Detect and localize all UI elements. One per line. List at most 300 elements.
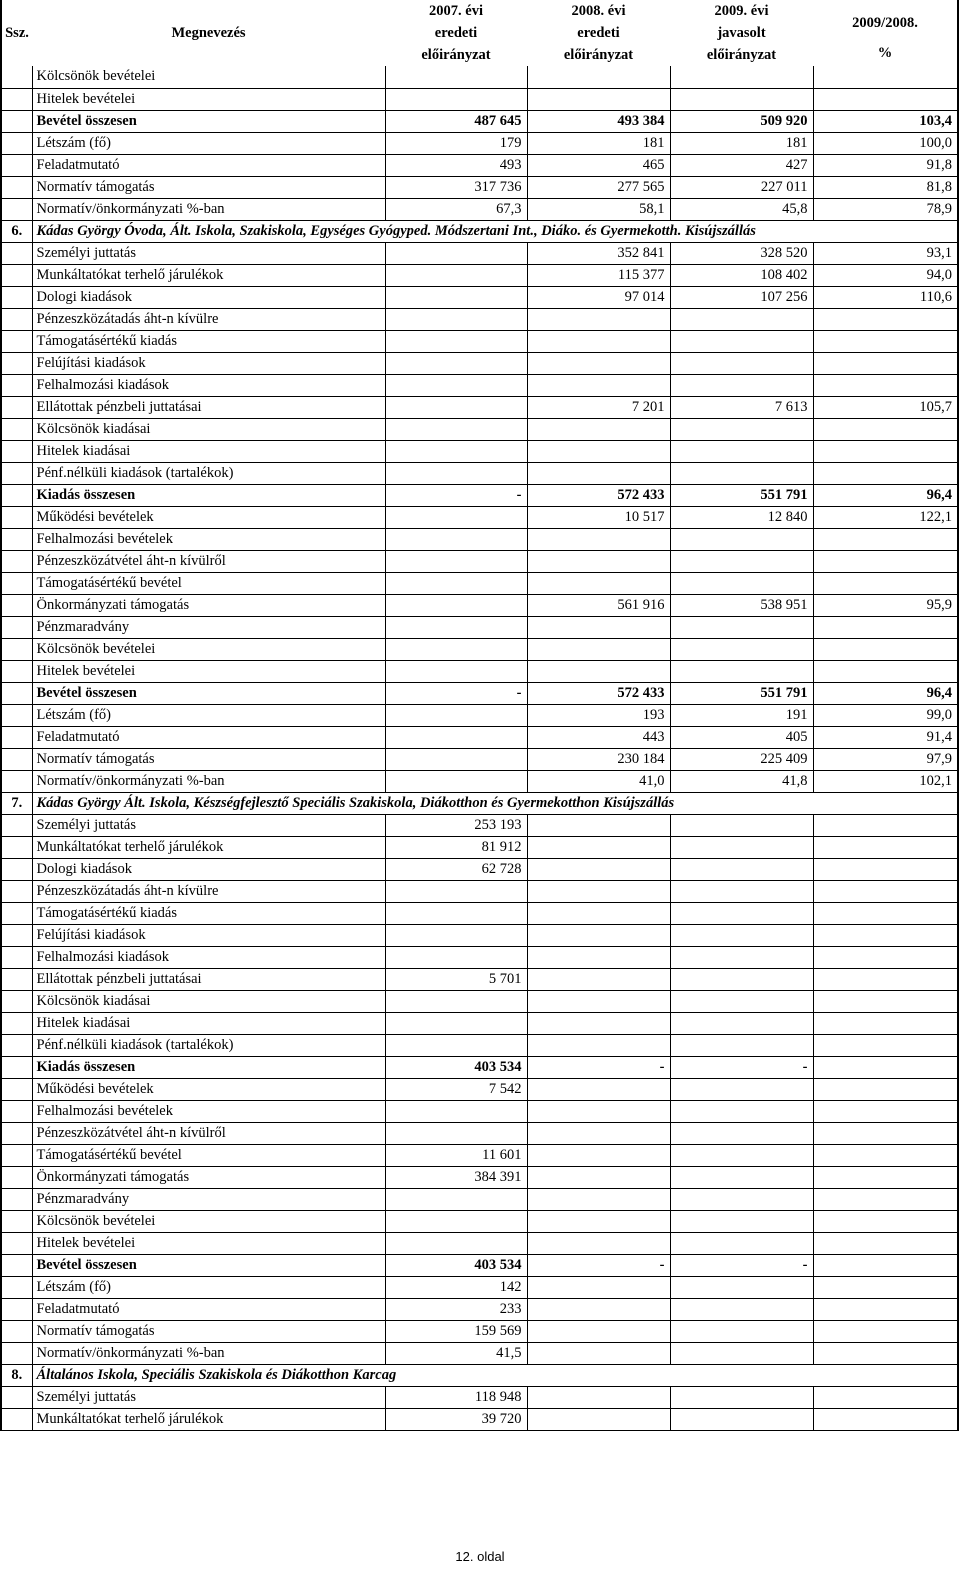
row-label: Pénzeszközátadás áht-n kívülre — [32, 308, 385, 330]
value-2008 — [527, 1034, 670, 1056]
table-body — [1, 66, 958, 1430]
value-2009 — [670, 858, 813, 880]
value-2007: 403 534 — [385, 1254, 527, 1276]
value-2009: 41,8 — [670, 770, 813, 792]
row-number — [1, 1144, 32, 1166]
row-label: Bevétel összesen — [32, 1254, 385, 1276]
value-2009 — [670, 1210, 813, 1232]
row-number — [1, 770, 32, 792]
value-2008 — [527, 814, 670, 836]
value-2008 — [527, 462, 670, 484]
value-pct — [813, 616, 958, 638]
value-pct — [813, 968, 958, 990]
value-2008 — [527, 638, 670, 660]
table-row — [1, 550, 958, 572]
row-number — [1, 242, 32, 264]
value-2007 — [385, 616, 527, 638]
value-2009 — [670, 88, 813, 110]
value-2009 — [670, 1276, 813, 1298]
value-2008 — [527, 1122, 670, 1144]
value-2008 — [527, 968, 670, 990]
value-2008 — [527, 616, 670, 638]
row-label: Feladatmutató — [32, 1298, 385, 1320]
table-row — [1, 132, 958, 154]
table-row — [1, 880, 958, 902]
value-2008: 572 433 — [527, 682, 670, 704]
value-pct — [813, 1342, 958, 1364]
table-row — [1, 154, 958, 176]
row-label: Normatív támogatás — [32, 1320, 385, 1342]
header-2009-line2: javasolt — [717, 25, 766, 41]
value-2007 — [385, 418, 527, 440]
value-2009: 328 520 — [670, 242, 813, 264]
section-title: Kádas György Ált. Iskola, Készségfejlesztő Speciális Szakiskola, Diákotthon és Gyermekotthon Kisújszállás — [32, 792, 958, 814]
section-title: Általános Iskola, Speciális Szakiskola és Diákotthon Karcag — [32, 1364, 958, 1386]
value-2007: 179 — [385, 132, 527, 154]
row-number — [1, 374, 32, 396]
row-number — [1, 1254, 32, 1276]
table-header — [1, 0, 958, 66]
value-2008: 41,0 — [527, 770, 670, 792]
value-2009 — [670, 1298, 813, 1320]
table-row — [1, 1166, 958, 1188]
value-2008: 58,1 — [527, 198, 670, 220]
value-2008 — [527, 1298, 670, 1320]
row-label: Pénzmaradvány — [32, 1188, 385, 1210]
row-number — [1, 1210, 32, 1232]
header-2008 — [527, 0, 670, 66]
value-2009 — [670, 440, 813, 462]
value-pct — [813, 352, 958, 374]
value-2008 — [527, 1342, 670, 1364]
value-2007: 39 720 — [385, 1408, 527, 1430]
table-row — [1, 1320, 958, 1342]
row-label: Támogatásértékű bevétel — [32, 572, 385, 594]
value-2009: 405 — [670, 726, 813, 748]
value-pct: 100,0 — [813, 132, 958, 154]
table-row — [1, 1078, 958, 1100]
table-row — [1, 242, 958, 264]
value-2008: 115 377 — [527, 264, 670, 286]
row-number — [1, 1012, 32, 1034]
table-row — [1, 1188, 958, 1210]
value-pct — [813, 902, 958, 924]
value-2009 — [670, 990, 813, 1012]
value-2008: - — [527, 1056, 670, 1078]
value-2009 — [670, 660, 813, 682]
value-2008: 277 565 — [527, 176, 670, 198]
value-2008: 230 184 — [527, 748, 670, 770]
value-pct: 78,9 — [813, 198, 958, 220]
table-row — [1, 1342, 958, 1364]
value-2007: 118 948 — [385, 1386, 527, 1408]
value-2007 — [385, 748, 527, 770]
table-row — [1, 374, 958, 396]
table-row — [1, 748, 958, 770]
value-2009: 107 256 — [670, 286, 813, 308]
value-pct — [813, 836, 958, 858]
value-2007 — [385, 242, 527, 264]
row-number — [1, 1166, 32, 1188]
value-2008: 561 916 — [527, 594, 670, 616]
value-pct — [813, 440, 958, 462]
value-pct — [813, 572, 958, 594]
row-number — [1, 1232, 32, 1254]
value-2009 — [670, 352, 813, 374]
table-row — [1, 902, 958, 924]
value-2009: 427 — [670, 154, 813, 176]
value-pct — [813, 1122, 958, 1144]
value-2009 — [670, 1078, 813, 1100]
value-pct — [813, 1034, 958, 1056]
value-2007: 159 569 — [385, 1320, 527, 1342]
value-2009 — [670, 418, 813, 440]
row-label: Létszám (fő) — [32, 132, 385, 154]
value-pct: 91,4 — [813, 726, 958, 748]
row-label: Pénf.nélküli kiadások (tartalékok) — [32, 1034, 385, 1056]
value-2009: 181 — [670, 132, 813, 154]
value-2007 — [385, 1034, 527, 1056]
value-2009 — [670, 814, 813, 836]
row-number — [1, 858, 32, 880]
value-2007 — [385, 946, 527, 968]
value-2008 — [527, 66, 670, 88]
value-2007 — [385, 1210, 527, 1232]
table-row — [1, 1232, 958, 1254]
value-pct — [813, 418, 958, 440]
value-2007 — [385, 594, 527, 616]
row-label: Támogatásértékű bevétel — [32, 1144, 385, 1166]
row-label: Kiadás összesen — [32, 484, 385, 506]
value-2007 — [385, 396, 527, 418]
table-row — [1, 1144, 958, 1166]
value-2008 — [527, 858, 670, 880]
value-pct: 95,9 — [813, 594, 958, 616]
value-pct: 94,0 — [813, 264, 958, 286]
value-2007: 11 601 — [385, 1144, 527, 1166]
value-pct — [813, 330, 958, 352]
row-label: Munkáltatókat terhelő járulékok — [32, 264, 385, 286]
row-number — [1, 682, 32, 704]
value-2009: 551 791 — [670, 682, 813, 704]
row-label: Kölcsönök bevételei — [32, 66, 385, 88]
value-pct: 97,9 — [813, 748, 958, 770]
row-label: Normatív/önkormányzati %-ban — [32, 1342, 385, 1364]
row-label: Kölcsönök bevételei — [32, 1210, 385, 1232]
value-2008 — [527, 946, 670, 968]
value-pct — [813, 1012, 958, 1034]
row-label: Hitelek kiadásai — [32, 440, 385, 462]
row-number — [1, 176, 32, 198]
value-pct — [813, 1056, 958, 1078]
header-ssz: Ssz. — [1, 0, 32, 66]
row-number — [1, 704, 32, 726]
value-pct: 91,8 — [813, 154, 958, 176]
table-row — [1, 660, 958, 682]
value-2007 — [385, 1188, 527, 1210]
row-label: Pénzeszközátadás áht-n kívülre — [32, 880, 385, 902]
section-title: Kádas György Óvoda, Ált. Iskola, Szakiskola, Egységes Gyógyped. Módszertani Int., Diáko. és Gyermekotth. Kisújszállás — [32, 220, 958, 242]
value-2009: 551 791 — [670, 484, 813, 506]
value-2008: 465 — [527, 154, 670, 176]
row-label: Hitelek bevételei — [32, 88, 385, 110]
row-number — [1, 1320, 32, 1342]
row-number — [1, 484, 32, 506]
row-number — [1, 660, 32, 682]
value-2007: 233 — [385, 1298, 527, 1320]
row-label: Önkormányzati támogatás — [32, 594, 385, 616]
row-number — [1, 1056, 32, 1078]
header-pct-line1: 2009/2008. — [852, 15, 918, 31]
table-row — [1, 726, 958, 748]
value-2009 — [670, 1232, 813, 1254]
value-2007: 67,3 — [385, 198, 527, 220]
header-2007 — [385, 0, 527, 66]
value-pct: 99,0 — [813, 704, 958, 726]
value-2007 — [385, 1122, 527, 1144]
row-number — [1, 836, 32, 858]
header-2009-line3: előirányzat — [706, 47, 777, 63]
value-pct — [813, 88, 958, 110]
value-2009 — [670, 880, 813, 902]
row-label: Feladatmutató — [32, 726, 385, 748]
row-label: Pénzmaradvány — [32, 616, 385, 638]
row-label: Bevétel összesen — [32, 110, 385, 132]
row-label: Felhalmozási bevételek — [32, 528, 385, 550]
row-label: Kölcsönök bevételei — [32, 638, 385, 660]
page-number: 12. oldal — [455, 1549, 505, 1564]
table-row — [1, 594, 958, 616]
value-2007: 142 — [385, 1276, 527, 1298]
row-label: Hitelek kiadásai — [32, 1012, 385, 1034]
value-pct — [813, 1210, 958, 1232]
row-number — [1, 1408, 32, 1430]
table-row — [1, 704, 958, 726]
table-row — [1, 484, 958, 506]
value-2007 — [385, 374, 527, 396]
table-row — [1, 264, 958, 286]
row-label: Felújítási kiadások — [32, 924, 385, 946]
row-label: Normatív támogatás — [32, 748, 385, 770]
row-number — [1, 1188, 32, 1210]
row-number — [1, 352, 32, 374]
value-2007: 62 728 — [385, 858, 527, 880]
value-2008 — [527, 1188, 670, 1210]
section-row — [1, 792, 958, 814]
row-label: Támogatásértékű kiadás — [32, 902, 385, 924]
section-row — [1, 1364, 958, 1386]
header-pct — [813, 0, 958, 66]
row-label: Működési bevételek — [32, 506, 385, 528]
value-2007: 253 193 — [385, 814, 527, 836]
value-2008 — [527, 1210, 670, 1232]
value-2007: 403 534 — [385, 1056, 527, 1078]
value-pct — [813, 1188, 958, 1210]
row-label: Normatív/önkormányzati %-ban — [32, 198, 385, 220]
value-2008: 193 — [527, 704, 670, 726]
value-2007 — [385, 308, 527, 330]
value-pct — [813, 1232, 958, 1254]
value-2007: 7 542 — [385, 1078, 527, 1100]
row-number — [1, 66, 32, 88]
value-2008 — [527, 1144, 670, 1166]
value-2007: - — [385, 484, 527, 506]
value-2007 — [385, 726, 527, 748]
value-pct — [813, 1386, 958, 1408]
value-2009 — [670, 924, 813, 946]
value-2009 — [670, 1166, 813, 1188]
row-label: Normatív/önkormányzati %-ban — [32, 770, 385, 792]
value-2009 — [670, 374, 813, 396]
value-2009 — [670, 616, 813, 638]
value-2007 — [385, 330, 527, 352]
value-2008 — [527, 660, 670, 682]
value-2008 — [527, 902, 670, 924]
row-label: Dologi kiadások — [32, 858, 385, 880]
row-label: Dologi kiadások — [32, 286, 385, 308]
header-2009-line1: 2009. évi — [714, 3, 769, 19]
row-number — [1, 132, 32, 154]
value-2009 — [670, 462, 813, 484]
value-2007 — [385, 880, 527, 902]
row-label: Felújítási kiadások — [32, 352, 385, 374]
row-number — [1, 616, 32, 638]
value-pct — [813, 1100, 958, 1122]
row-label: Hitelek bevételei — [32, 660, 385, 682]
row-number — [1, 396, 32, 418]
value-2009: 7 613 — [670, 396, 813, 418]
row-label: Pénzeszközátvétel áht-n kívülről — [32, 1122, 385, 1144]
value-2008: 181 — [527, 132, 670, 154]
row-number — [1, 1276, 32, 1298]
row-label: Önkormányzati támogatás — [32, 1166, 385, 1188]
value-2007: 384 391 — [385, 1166, 527, 1188]
value-pct: 122,1 — [813, 506, 958, 528]
row-number — [1, 572, 32, 594]
value-2008 — [527, 1386, 670, 1408]
row-number — [1, 418, 32, 440]
row-number — [1, 924, 32, 946]
value-2007 — [385, 462, 527, 484]
table-row — [1, 506, 958, 528]
table-row — [1, 396, 958, 418]
value-2007 — [385, 88, 527, 110]
value-2009 — [670, 1100, 813, 1122]
value-2009 — [670, 638, 813, 660]
table-row — [1, 1034, 958, 1056]
table-row — [1, 352, 958, 374]
value-2007 — [385, 286, 527, 308]
value-pct — [813, 462, 958, 484]
value-pct — [813, 308, 958, 330]
value-2007 — [385, 1012, 527, 1034]
value-2009 — [670, 572, 813, 594]
value-2007 — [385, 352, 527, 374]
value-pct: 110,6 — [813, 286, 958, 308]
value-2007 — [385, 440, 527, 462]
value-2007 — [385, 528, 527, 550]
value-2007 — [385, 1232, 527, 1254]
row-number — [1, 264, 32, 286]
value-2008: 97 014 — [527, 286, 670, 308]
value-2009: - — [670, 1254, 813, 1276]
row-number — [1, 286, 32, 308]
value-2008: 443 — [527, 726, 670, 748]
row-label: Hitelek bevételei — [32, 1232, 385, 1254]
value-2007 — [385, 770, 527, 792]
value-2008 — [527, 1078, 670, 1100]
value-2009 — [670, 1144, 813, 1166]
table-row — [1, 1210, 958, 1232]
value-2008 — [527, 550, 670, 572]
row-number — [1, 1034, 32, 1056]
value-pct: 96,4 — [813, 484, 958, 506]
row-number — [1, 550, 32, 572]
table-row — [1, 1298, 958, 1320]
table-row — [1, 616, 958, 638]
table-row — [1, 1100, 958, 1122]
value-2007 — [385, 550, 527, 572]
table-row — [1, 1254, 958, 1276]
value-2008 — [527, 374, 670, 396]
value-2008 — [527, 1012, 670, 1034]
value-pct — [813, 66, 958, 88]
value-pct — [813, 374, 958, 396]
row-label: Létszám (fő) — [32, 704, 385, 726]
value-2009 — [670, 1408, 813, 1430]
value-2009: 108 402 — [670, 264, 813, 286]
value-2008 — [527, 440, 670, 462]
value-pct — [813, 1254, 958, 1276]
row-number — [1, 594, 32, 616]
table-row — [1, 198, 958, 220]
value-pct — [813, 550, 958, 572]
value-pct — [813, 1078, 958, 1100]
value-2008 — [527, 1408, 670, 1430]
table-row — [1, 88, 958, 110]
value-pct — [813, 1320, 958, 1342]
row-number — [1, 528, 32, 550]
value-2008 — [527, 836, 670, 858]
header-2008-line2: eredeti — [577, 25, 620, 41]
table-row — [1, 440, 958, 462]
row-label: Ellátottak pénzbeli juttatásai — [32, 396, 385, 418]
table-row — [1, 462, 958, 484]
row-number — [1, 440, 32, 462]
row-number — [1, 308, 32, 330]
value-pct — [813, 1166, 958, 1188]
value-2009 — [670, 1012, 813, 1034]
value-2007: 317 736 — [385, 176, 527, 198]
table-row — [1, 1122, 958, 1144]
value-2008 — [527, 528, 670, 550]
value-2008 — [527, 990, 670, 1012]
row-label: Felhalmozási kiadások — [32, 946, 385, 968]
row-number — [1, 880, 32, 902]
value-2009: 509 920 — [670, 110, 813, 132]
value-pct: 102,1 — [813, 770, 958, 792]
table-row — [1, 1012, 958, 1034]
value-2007 — [385, 924, 527, 946]
row-number — [1, 968, 32, 990]
section-row — [1, 220, 958, 242]
value-2007 — [385, 506, 527, 528]
value-pct: 93,1 — [813, 242, 958, 264]
table-row — [1, 968, 958, 990]
value-2009 — [670, 946, 813, 968]
table-row — [1, 990, 958, 1012]
value-2008 — [527, 330, 670, 352]
